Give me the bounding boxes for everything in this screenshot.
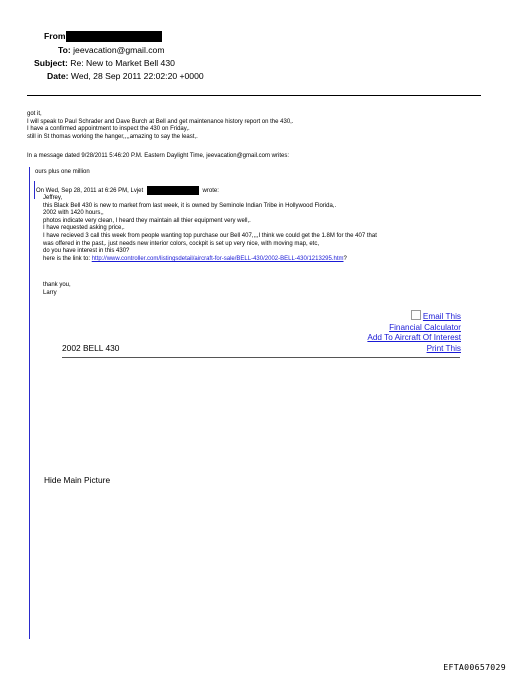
add-to-aircraft-link[interactable]: Add To Aircraft Of Interest — [367, 333, 461, 343]
header-divider — [27, 95, 481, 96]
reply-line: still in St thomas working the hanger,,,,amazing to say the least,. — [27, 133, 198, 140]
reply-line: I will speak to Paul Schrader and Dave Burch at Bell and get maintenance history report on the 430,. — [27, 118, 294, 125]
subject-value: Re: New to Market Bell 430 — [70, 58, 175, 68]
listing-tools — [367, 310, 461, 354]
body-line: I have requested asking price,. — [43, 225, 125, 232]
message-body — [43, 195, 377, 263]
broken-image-icon — [411, 310, 421, 320]
body-line: do you have interest in this 430? — [43, 248, 130, 255]
signoff — [43, 282, 71, 297]
email-this-link[interactable]: Email This — [422, 312, 461, 321]
body-line: was offered in the past,. just needs new interior colors, cockpit is set up very nice, with moving map, etc, — [43, 240, 320, 247]
listing-link[interactable]: http://www.controller.com/listingsdetail/aircraft-for-sale/BELL-430/2002-BELL-430/1213295.htm — [91, 255, 344, 262]
body-line: 2002 with 1420 hours,, — [43, 210, 104, 217]
subject-label: Subject: — [34, 58, 68, 68]
email-row — [367, 310, 461, 323]
financial-calculator-link[interactable]: Financial Calculator — [389, 322, 461, 332]
from-row — [44, 31, 162, 42]
link-line — [43, 256, 377, 264]
listing-divider — [62, 357, 460, 358]
reply-line: I have a confirmed appointment to inspect the 430 on Friday,. — [27, 126, 190, 133]
footer-id: EFTA00657029 — [443, 662, 506, 672]
link-suffix: ? — [343, 255, 347, 262]
date-label: Date: — [47, 71, 69, 81]
reply-block — [27, 111, 294, 141]
quote-first-line: ours plus one million — [35, 169, 90, 175]
inner-intro-before: On Wed, Sep 28, 2011 at 6:26 PM, Lvjet — [36, 188, 144, 195]
to-row — [58, 45, 164, 56]
body-line: this Black Bell 430 is new to market from last week, it is owned by Seminole Indian Tribe in Hollywood Florida,. — [43, 202, 337, 209]
print-this-link[interactable]: Print This — [426, 343, 461, 353]
outer-quote-bar — [29, 167, 30, 639]
sender-redaction — [147, 186, 199, 195]
inner-intro-after: wrote: — [202, 188, 219, 195]
date-value: Wed, 28 Sep 2011 22:02:20 +0000 — [70, 71, 204, 81]
body-line: Jeffrey, — [43, 195, 63, 201]
link-prefix: here is the link to: — [43, 255, 92, 262]
date-row — [47, 71, 204, 82]
from-redaction — [66, 31, 162, 42]
hide-main-picture[interactable]: Hide Main Picture — [44, 475, 111, 485]
to-label: To: — [58, 45, 71, 55]
body-line: I have recieved 3 call this week from people wanting top purchase our Bell 407,,,,I think we could get the 1.8M for the 407 that — [43, 232, 377, 239]
subject-row — [34, 58, 175, 69]
from-label: From — [44, 31, 66, 41]
quote-intro: In a message dated 9/28/2011 5:46:20 P.M. Eastern Daylight Time, jeevacation@gmail.com writes: — [27, 153, 290, 159]
body-line: photos indicate very clean, I heard they maintain all thier equipment very well,. — [43, 217, 251, 224]
to-value: jeevacation@gmail.com — [73, 45, 165, 55]
listing-title: 2002 BELL 430 — [62, 343, 120, 353]
signoff-line: Larry — [43, 289, 57, 296]
inner-quote-bar — [34, 181, 35, 199]
signoff-line: thank you, — [43, 282, 71, 288]
reply-line: got it, — [27, 111, 42, 117]
